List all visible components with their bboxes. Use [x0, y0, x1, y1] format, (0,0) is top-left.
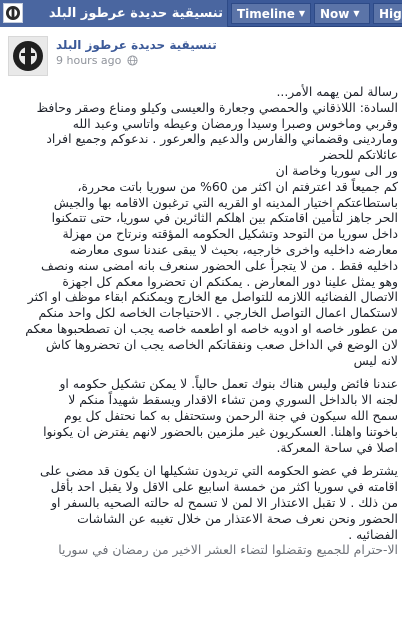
post-line: لان الوضع في الداخل صعب ونفقاتكم الخاصه يجب ان تحضروها كاش	[45, 336, 398, 352]
now-label: Now	[320, 6, 350, 21]
post-line: من عطور خاصه او ادويه خاصه او اطعمه خاصه يجب ان تصطحبوها معكم	[25, 320, 398, 336]
now-button[interactable]	[314, 3, 370, 24]
post-line: عندنا فائض وليس هناك بنوك تعمل حالياً. لا يمكن تشكيل حكومه او	[59, 376, 398, 392]
post-meta	[56, 54, 138, 67]
post-line: يشترط في عضو الحكومه التي تريدون تشكيلها ان يكون قد مضى على	[40, 463, 398, 479]
top-navigation-bar	[0, 0, 402, 27]
post-line: ور الى سوريا وخاصة ان	[275, 162, 398, 178]
caret-down-icon: ▼	[298, 9, 306, 18]
post-line: لانه ليس	[353, 352, 398, 368]
post-line: وماردينى وقضماني والفارس والدعيم والعرعور . ندعوكم وجميع افراد	[46, 131, 398, 147]
post-line: لاستكمال اعمال التواصل الخارجي . الاحتياجات الخاصه لكل واحد منكم	[38, 305, 398, 321]
post-line: داخليه فقط . من لا يتجرأ على الحضور سنعرف بانه امضى سنه ونصف	[40, 257, 398, 273]
highlights-label: Hig	[379, 6, 402, 21]
post-line: الا-حترام للجميع وتقضلوا لتضاء العشر الاخير من رمضان في سوريا	[58, 542, 398, 558]
post-line: رسالة لمن يهمه الأمر...	[276, 84, 398, 99]
post-line: الحر جاهز لتأمين اقامتكم بين اهلكم الثائرين في سوريا، حتى تتمكنوا	[51, 210, 398, 226]
post-line: اقامته في سوريا اكثر من خمسة اسابيع على الاقل ولا يقبل احد بأقل	[50, 479, 398, 495]
post-line: داخل سوريا من التوحد وتشكيل الحكومه المؤقته ونرتاح من مهزلة	[62, 226, 398, 242]
post-line: الفضائيه .	[348, 526, 398, 542]
post-line: وهو يمثل علينا دور المعارض . يمكنكم ان تحضروا معكم كل اجهزة	[62, 273, 398, 289]
highlights-button[interactable]	[373, 3, 402, 24]
post-line: باستطاعتكم اختيار المدينه او القريه التي ترغبون الاقامه بها والجيش	[53, 194, 398, 210]
post-line: اصلا في ساحة المعركة.	[276, 439, 398, 455]
globe-icon	[127, 55, 138, 66]
post-line: معارضه داخليه واخرى خارجيه، بحيث لا يبقى عندنا سوى معارضه	[69, 241, 398, 257]
post-line: وقربي وماخوس وصبرا وسيدا ورمضان وعيطه واتاسي وعبد الله	[72, 115, 398, 131]
post-author-link[interactable]: تنسيقية حديدة عرطوز البلد	[56, 38, 217, 52]
post-line: كم جميعاً قد اعترفتم ان اكثر من 60% من سوريا باتت محررة،	[77, 178, 398, 194]
page-logo-icon	[11, 39, 45, 73]
post-line: الاتصال الفضائيه اللازمه للتواصل مع الخارج ويمكنكم ابقاء موظف او اكثر	[27, 289, 398, 305]
post-timestamp[interactable]: 9 hours ago	[56, 54, 122, 67]
caret-down-icon: ▼	[353, 9, 360, 18]
post-line: من ذلك . لا تقبل الاعتذار الا لمن لا تسمح له حالته الصحيه بالسفر او	[51, 494, 398, 510]
page-thumbnail	[3, 3, 23, 23]
post-line: عائلاتكم للحضر	[320, 147, 398, 163]
post-text	[4, 84, 398, 558]
avatar[interactable]	[8, 36, 48, 76]
page-name-chip[interactable]	[0, 0, 228, 27]
post-line: لجنه الا بالداخل السوري ومن تشاء الاقدار ويسقط شهيداً منكم لا	[68, 392, 398, 408]
timeline-button[interactable]	[231, 3, 311, 24]
post-line: السادة: اللاذقاني والحمصي وجعارة والعيسى وكيلو ومناع وصقر وحافظ	[36, 99, 398, 115]
post-line: الحضور ونحن نعرف صحة الاعتذار من خلال تغيبه عن الشاشات	[77, 510, 398, 526]
post-line: سمح الله سيكون في جنة الرحمن وستحتفل به كما نحتفل كل يوم	[64, 407, 398, 423]
post-line: باخوتنا واهلنا. العسكريون غير ملزمين بالحضور لانهم يفترض ان يكونوا	[43, 423, 398, 439]
page-logo-icon	[5, 5, 21, 21]
paragraph-gap	[4, 455, 398, 463]
page-name-label: تنسيقية حديدة عرطوز البلد	[48, 6, 223, 21]
timeline-label: Timeline	[237, 6, 295, 21]
